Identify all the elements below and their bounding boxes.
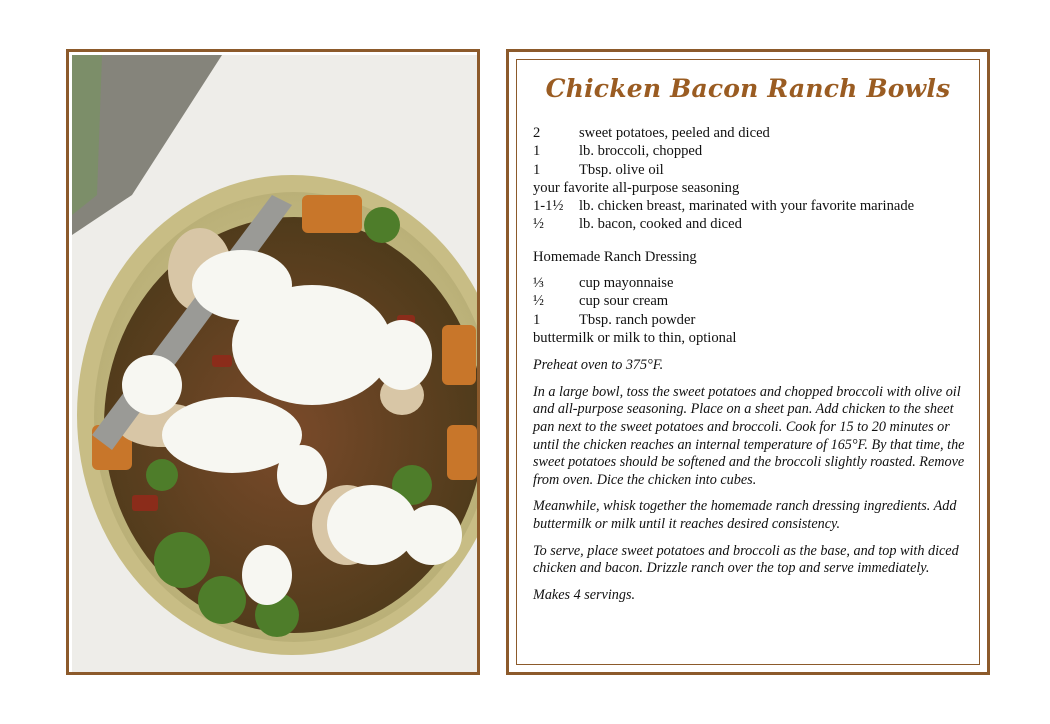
instruction-step: In a large bowl, toss the sweet potatoes and chopped broccoli with olive oil and all-purpose seasoning. Place on a sheet pan. Add chicken to the sheet pan next to the sweet potatoes and broccoli. Cook for 15 to 20 minutes or until the chicken reaches an internal temperature of 165°F. By that time, the sweet potatoes should be softened and the broccoli slightly roasted. Remove from oven. Dice the chicken into cubes. <box>533 383 965 488</box>
dressing-line: 1 Tbsp. ranch powder <box>533 311 696 328</box>
dressing-line: buttermilk or milk to thin, optional <box>533 329 737 346</box>
recipe-title: Chicken Bacon Ranch Bowls <box>545 74 951 103</box>
ingredient-line: 2 sweet potatoes, peeled and diced <box>533 125 770 141</box>
ingredient-line: 1 Tbsp. olive oil <box>533 161 664 178</box>
recipe-card <box>506 49 990 675</box>
instruction-step: Meanwhile, whisk together the homemade ranch dressing ingredients. Add buttermilk or milk until it reaches desired consistency. <box>533 498 957 533</box>
recipe-photo <box>66 49 480 675</box>
dressing-line: ⅓ cup mayonnaise <box>533 275 674 292</box>
dressing-heading: Homemade Ranch Dressing <box>533 248 697 265</box>
food-bowl-image <box>72 55 480 675</box>
instruction-step: To serve, place sweet potatoes and broccoli as the base, and top with diced chicken and bacon. Drizzle ranch over the top and serve immediately. <box>533 542 959 577</box>
instruction-step: Preheat oven to 375°F. <box>533 357 664 374</box>
dressing-line: ½ cup sour cream <box>533 293 669 310</box>
servings-note: Makes 4 servings. <box>533 586 636 603</box>
ingredient-line: ½ lb. bacon, cooked and diced <box>533 216 742 233</box>
recipe-body <box>533 124 977 613</box>
ingredient-line: 1 lb. broccoli, chopped <box>533 143 703 160</box>
ingredient-line: 1-1½ lb. chicken breast, marinated with your favorite marinade <box>533 198 915 215</box>
ingredient-line: your favorite all-purpose seasoning <box>533 179 740 196</box>
